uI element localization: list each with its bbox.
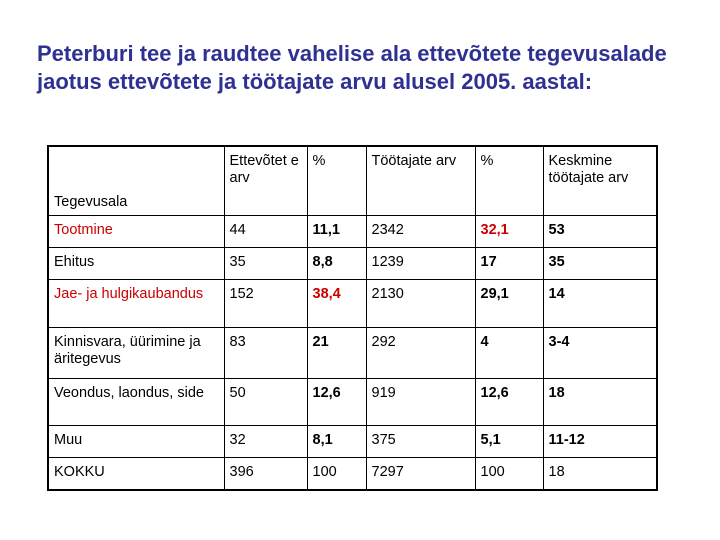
cell-company-count: 44	[224, 216, 307, 248]
cell-company-count: 83	[224, 328, 307, 379]
table-header-row	[48, 146, 657, 216]
cell-average-employees: 14	[543, 280, 657, 328]
cell-employee-count: 1239	[366, 248, 475, 280]
table-row	[48, 248, 657, 280]
table-row	[48, 379, 657, 426]
cell-employee-count: 375	[366, 426, 475, 458]
cell-activity: KOKKU	[48, 458, 224, 490]
cell-company-count: 35	[224, 248, 307, 280]
cell-company-percent: 11,1	[307, 216, 366, 248]
cell-employee-count: 2130	[366, 280, 475, 328]
cell-activity: Veondus, laondus, side	[48, 379, 224, 426]
header-cell-company-percent: %	[307, 146, 366, 216]
header-cell-activity: Tegevusala	[48, 146, 224, 216]
table-row	[48, 328, 657, 379]
cell-company-percent: 100	[307, 458, 366, 490]
cell-company-percent: 38,4	[307, 280, 366, 328]
cell-average-employees: 18	[543, 458, 657, 490]
table-row	[48, 280, 657, 328]
table-row-total	[48, 458, 657, 490]
cell-activity: Muu	[48, 426, 224, 458]
cell-employee-percent: 12,6	[475, 379, 543, 426]
cell-activity: Tootmine	[48, 216, 224, 248]
header-cell-company-count: Ettevõtet e arv	[224, 146, 307, 216]
cell-company-percent: 21	[307, 328, 366, 379]
cell-company-percent: 8,8	[307, 248, 366, 280]
cell-employee-count: 2342	[366, 216, 475, 248]
cell-employee-percent: 29,1	[475, 280, 543, 328]
cell-employee-percent: 5,1	[475, 426, 543, 458]
cell-average-employees: 18	[543, 379, 657, 426]
header-cell-employee-count: Töötajate arv	[366, 146, 475, 216]
table-row	[48, 426, 657, 458]
cell-employee-percent: 100	[475, 458, 543, 490]
cell-employee-count: 292	[366, 328, 475, 379]
cell-employee-percent: 32,1	[475, 216, 543, 248]
cell-activity: Jae- ja hulgikaubandus	[48, 280, 224, 328]
cell-employee-count: 7297	[366, 458, 475, 490]
cell-average-employees: 11-12	[543, 426, 657, 458]
page-title: Peterburi tee ja raudtee vahelise ala ettevõtete tegevusalade jaotus ettevõtete ja töötajate arvu alusel 2005. aastal:	[37, 41, 667, 94]
cell-company-count: 50	[224, 379, 307, 426]
table-row	[48, 216, 657, 248]
cell-employee-percent: 17	[475, 248, 543, 280]
cell-activity: Kinnisvara, üürimine ja äritegevus	[48, 328, 224, 379]
activity-table	[47, 145, 658, 491]
cell-company-percent: 8,1	[307, 426, 366, 458]
cell-average-employees: 53	[543, 216, 657, 248]
cell-activity: Ehitus	[48, 248, 224, 280]
cell-employee-count: 919	[366, 379, 475, 426]
cell-company-percent: 12,6	[307, 379, 366, 426]
cell-company-count: 32	[224, 426, 307, 458]
cell-company-count: 396	[224, 458, 307, 490]
cell-employee-percent: 4	[475, 328, 543, 379]
cell-average-employees: 3-4	[543, 328, 657, 379]
header-cell-average-employees: Keskmine töötajate arv	[543, 146, 657, 216]
cell-company-count: 152	[224, 280, 307, 328]
cell-average-employees: 35	[543, 248, 657, 280]
header-cell-employee-percent: %	[475, 146, 543, 216]
